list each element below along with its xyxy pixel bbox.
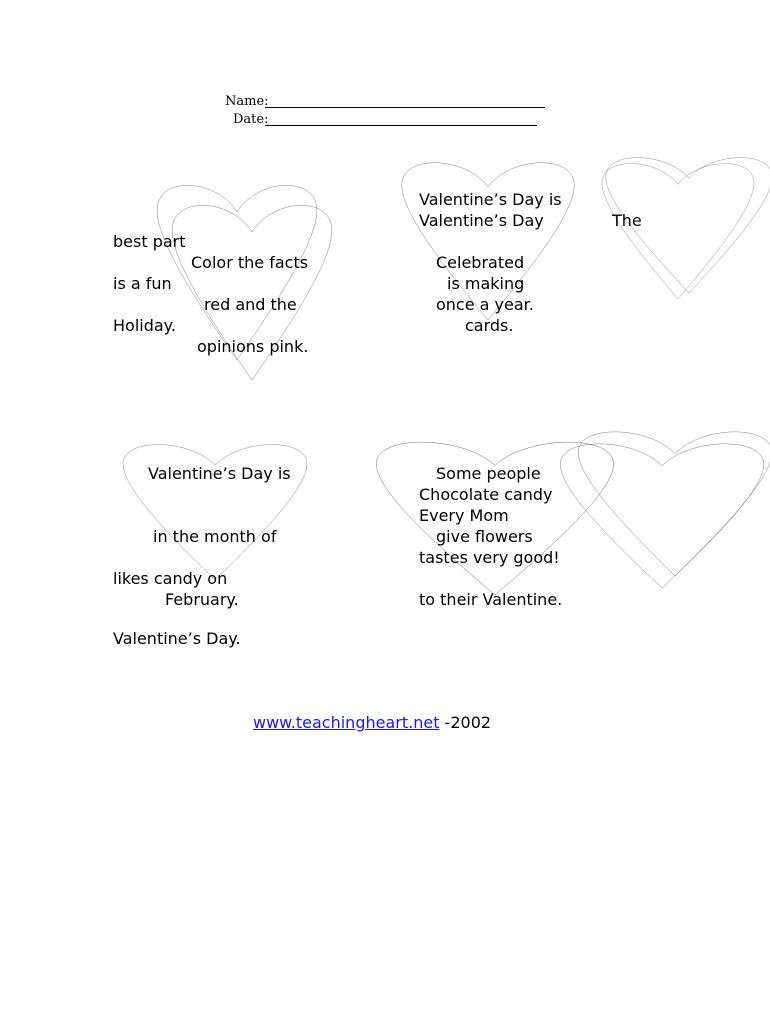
fragment-once-a-year: once a year. <box>436 295 534 314</box>
fragment-to-their-valentine: to their Valentine. <box>419 590 563 609</box>
fragment-cards: cards. <box>465 316 514 335</box>
heart-outline <box>560 444 763 588</box>
fragment-is-making: is making <box>447 274 525 293</box>
heart-outline <box>602 164 754 299</box>
fragment-likes-candy-on: likes candy on <box>113 569 228 588</box>
heart-outline <box>578 432 770 576</box>
fragment-vday-1: Valentine’s Day <box>419 211 544 230</box>
fragment-february: February. <box>165 590 239 609</box>
fragment-every-mom: Every Mom <box>419 506 509 525</box>
instruction-line-1: Color the facts <box>191 253 309 272</box>
fragment-give-flowers: give flowers <box>436 527 533 546</box>
fragment-celebrated: Celebrated <box>436 253 525 272</box>
fragment-holiday: Holiday. <box>113 316 176 335</box>
fragment-some-people: Some people <box>436 464 541 483</box>
fragment-in-the-month-of: in the month of <box>153 527 277 546</box>
date-label: Date: <box>233 112 269 127</box>
fragment-vday-is-2: Valentine’s Day is <box>148 464 291 483</box>
fragment-chocolate-candy: Chocolate candy <box>419 485 553 504</box>
footer-link[interactable]: www.teachingheart.net <box>253 713 440 732</box>
fragment-vday-is-1: Valentine’s Day is <box>419 190 562 209</box>
instruction-line-3: opinions pink. <box>197 337 309 356</box>
fragment-vday-end: Valentine’s Day. <box>113 629 241 648</box>
fragment-is-a-fun: is a fun <box>113 274 172 293</box>
fragment-best-part: best part <box>113 232 186 251</box>
footer-credit <box>253 713 491 733</box>
fragment-tastes-very-good: tastes very good! <box>419 548 560 567</box>
fragment-the: The <box>612 211 642 230</box>
name-label: Name: <box>225 94 269 109</box>
footer-year: -2002 <box>439 713 492 732</box>
instruction-line-2: red and the <box>204 295 297 314</box>
